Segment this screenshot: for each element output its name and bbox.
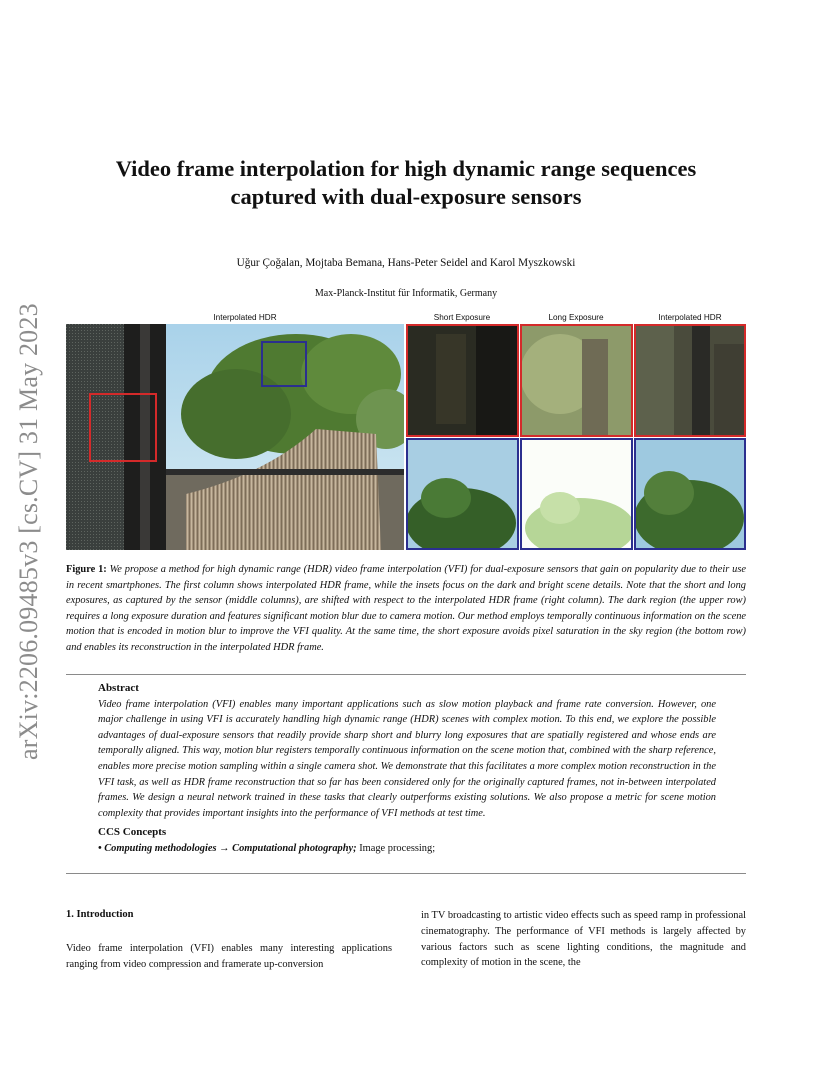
ccs-subcategory: Computational photography; <box>232 842 357 854</box>
abstract-text: Video frame interpolation (VFI) enables many important applications such as slow motion playback and frame rate conversion. However, one major challenge in using VFI is accurately handling high dynamic range (HDR) scenes with complex motion. To this end, we explore the possible advantages of dual-exposure sensors that readily provide sharp short and blurry long exposures that are spatially registered and whose ends are temporally aligned. This way, motion blur registers temporally continuous information on the scene motion that, combined with the sharp reference, enables more precise motion sampling within a single camera shot. We demonstrate that this facilitates a more complex motion reconstruction in the VFI task, as well as HDR frame reconstruction that so far has been considered only for the originally captured frames, not in-between interpolated frames. We design a neural network trained in these tasks that clearly outperforms existing solutions. We also propose a metric for scene motion complexity that provides important insights into the performance of VFI methods at test time. <box>98 698 716 819</box>
inset-interpolated-hdr-dark <box>634 324 746 437</box>
ccs-heading: CCS Concepts <box>98 826 167 839</box>
paper-title <box>70 155 742 211</box>
ccs-concepts-line <box>98 841 716 857</box>
figure-caption <box>66 562 746 656</box>
intro-left-column: Video frame interpolation (VFI) enables many interesting applications ranging from video compression and framerate up-conversion <box>66 943 392 970</box>
ccs-rest: Image processing; <box>359 842 436 854</box>
affiliation: Max-Planck-Institut für Informatik, Germany <box>314 288 498 299</box>
label-interpolated-hdr-main: Interpolated HDR <box>213 313 277 322</box>
inset-long-exposure-dark <box>520 324 633 437</box>
ccs-bullet: • <box>98 842 102 854</box>
label-long-exposure: Long Exposure <box>548 313 604 322</box>
intro-right-column: in TV broadcasting to artistic video effects such as speed ramp in professional cinematography. The performance of VFI methods is largely affected by various factors such as scene lighting conditions, the magnitude and complexity of motion in the scene, the <box>421 910 746 969</box>
inset-short-exposure-dark <box>406 324 519 437</box>
ccs-category: Computing methodologies <box>104 842 217 854</box>
author-list: Uğur Çoğalan, Mojtaba Bemana, Hans-Peter Seidel and Karol Myszkowski <box>236 257 576 269</box>
abstract-heading: Abstract <box>98 682 139 694</box>
inset-interpolated-hdr-sky <box>634 438 746 550</box>
abstract-top-rule <box>66 674 746 675</box>
label-interpolated-hdr-inset: Interpolated HDR <box>658 313 722 322</box>
title-line-2: captured with dual-exposure sensors <box>230 184 582 209</box>
section-heading-introduction: 1. Introduction <box>66 909 134 920</box>
main-hdr-image <box>66 324 404 550</box>
caption-label: Figure 1: <box>66 564 107 575</box>
inset-long-exposure-sky <box>520 438 633 550</box>
inset-short-exposure-sky <box>406 438 519 550</box>
title-line-1: Video frame interpolation for high dynamic range sequences <box>115 156 697 181</box>
caption-text: We propose a method for high dynamic range (HDR) video frame interpolation (VFI) for dual-exposure sensors that gain on popularity due to their use in recent smartphones. The first column shows interpolated HDR frame, while the insets focus on the dark and bright scene details. Note that the short and long exposures, as captured by the sensor (middle columns), are shifted with respect to the interpolated HDR frame (right column). The dark region (the upper row) requires a long exposure duration and features significant motion blur due to camera motion. Our method employs temporally continuous information on the scene motion that is encoded in motion blur to improve the VFI quality. At the same time, the short exposure avoids pixel saturation in the sky region (the bottom row) and enables its reconstruction in the interpolated HDR frame. <box>66 564 746 653</box>
arxiv-identifier: arXiv:2206.09485v3 [cs.CV] 31 May 2023 <box>14 303 43 760</box>
ccs-arrow: → <box>219 842 230 854</box>
label-short-exposure: Short Exposure <box>433 313 491 322</box>
abstract-bottom-rule <box>66 873 746 874</box>
abstract-block <box>98 681 716 857</box>
